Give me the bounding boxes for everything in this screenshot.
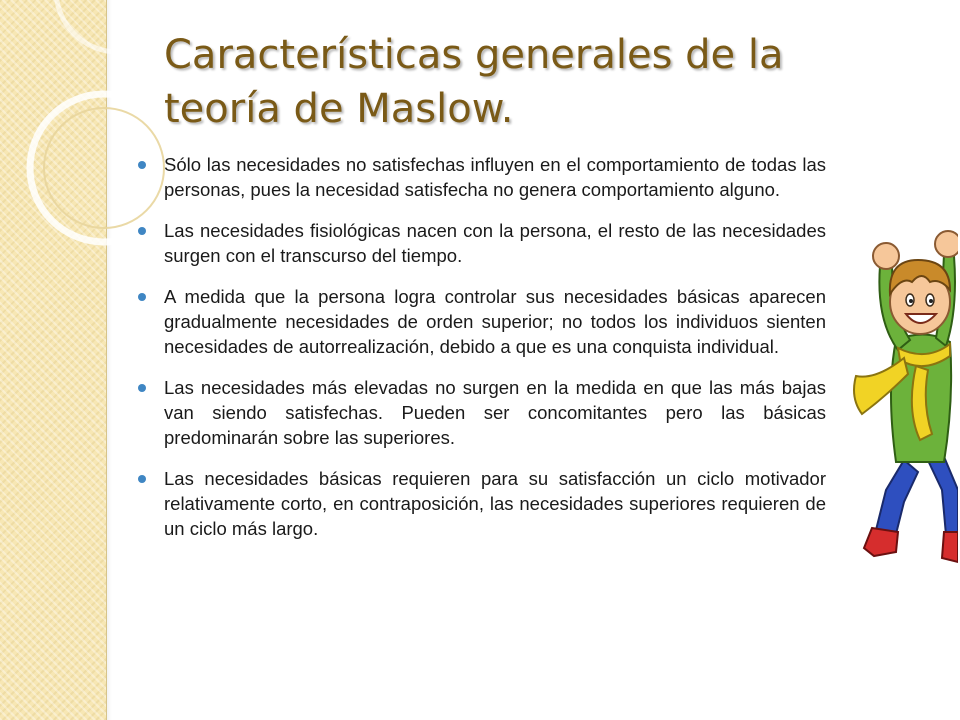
bullet-text: Las necesidades básicas requieren para su satisfacción un ciclo motivador relativamente corto, en contraposición, las necesidades superiores requieren de un ciclo más largo. [164, 468, 826, 539]
bullet-text: A medida que la persona logra controlar sus necesidades básicas aparecen gradualmente necesidades de orden superior; no todos los individuos sienten necesidades de autorrealización, debido a que es una conquista individual. [164, 286, 826, 357]
bullet-marker-icon [138, 384, 146, 392]
bullet-marker-icon [138, 227, 146, 235]
bullet-text: Sólo las necesidades no satisfechas influyen en el comportamiento de todas las personas, pues la necesidad satisfecha no genera comportamiento alguno. [164, 154, 826, 200]
bullet-item [128, 375, 826, 450]
boy-pupil-left [909, 299, 913, 303]
bullet-marker-icon [138, 161, 146, 169]
bullet-text: Las necesidades más elevadas no surgen en la medida en que las más bajas van siendo satisfechas. Pueden ser concomitantes pero las básicas predominarán sobre las superiores. [164, 377, 826, 448]
bullet-item [128, 218, 826, 268]
bullet-item [128, 466, 826, 541]
bullet-list [128, 152, 826, 557]
boy-pupil-right [929, 299, 933, 303]
bullet-marker-icon [138, 475, 146, 483]
decorative-ring-top [56, 0, 180, 52]
slide-title: Características generales de la teoría de Maslow. [164, 32, 784, 132]
bullet-marker-icon [138, 293, 146, 301]
bullet-item [128, 152, 826, 202]
boy-leg-left [876, 460, 918, 534]
boy-shoe-right [942, 532, 958, 562]
boy-shoe-left [864, 528, 898, 556]
boy-fist-left [873, 243, 899, 269]
bullet-text: Las necesidades fisiológicas nacen con la persona, el resto de las necesidades surgen con el transcurso del tiempo. [164, 220, 826, 266]
bullet-item [128, 284, 826, 359]
boy-leg-right [924, 452, 958, 535]
happy-jumping-boy-icon [846, 190, 958, 580]
boy-fist-right [935, 231, 958, 257]
